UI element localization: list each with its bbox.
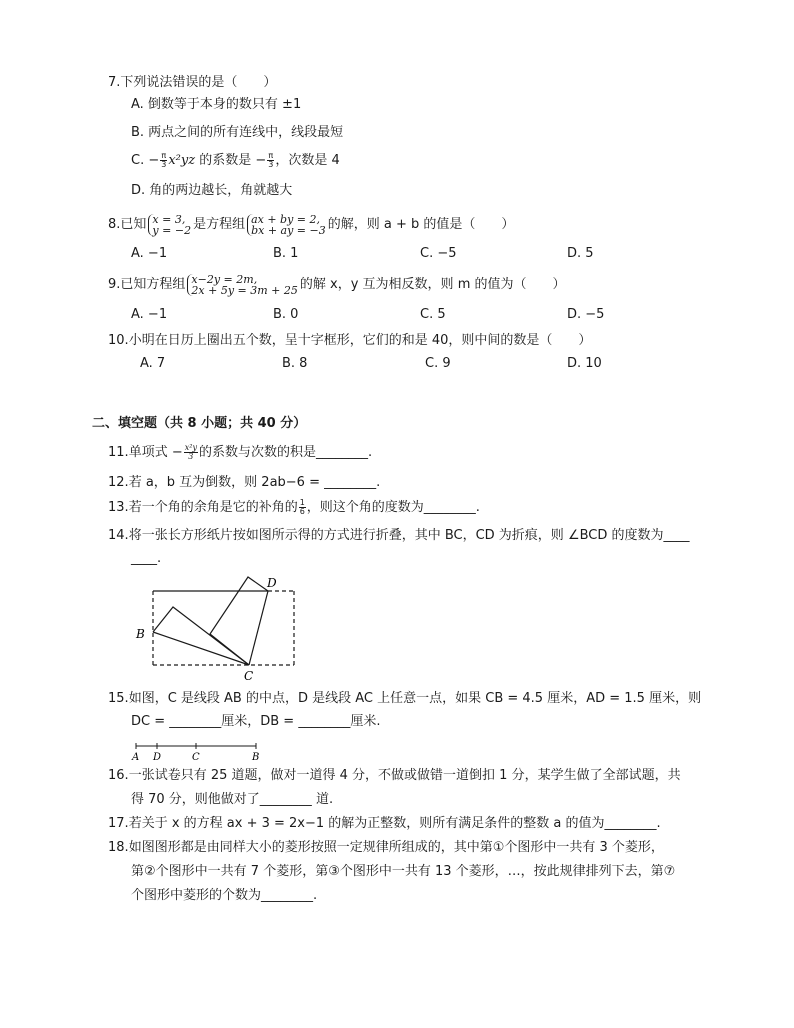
- q9-system-line-2: 2x + 5y = 3m + 25: [191, 283, 298, 297]
- q9-system-line-1: x−2y = 2m,: [191, 272, 258, 286]
- q12-number: 12.: [108, 475, 129, 490]
- q11-pre: 单项式 −: [128, 445, 183, 460]
- q10-stem: [108, 332, 591, 350]
- section-heading: 二、填空题（共 8 小题；共 40 分）: [92, 416, 307, 431]
- q18-line-1: [108, 839, 664, 857]
- q8-system-1-line-1: x = 3,: [152, 212, 186, 226]
- q12-text: 若 a，b 互为倒数，则 2ab−6 = ________.: [128, 475, 381, 490]
- q10-option-c: C. 9: [425, 356, 451, 371]
- q10-stem-text: 小明在日历上圈出五个数，呈十字框形，它们的和是 40，则中间的数是（ ）: [128, 333, 592, 348]
- q8-post: 的解，则 a + b 的值是（ ）: [327, 217, 515, 232]
- q13-number: 13.: [108, 500, 129, 515]
- q7-stem-text: 下列说法错误的是（ ）: [120, 75, 277, 90]
- fraction-numerator: π: [161, 151, 167, 160]
- q14-line-1: [108, 527, 690, 545]
- q10-option-d: D. 10: [567, 356, 602, 371]
- q10-number: 10.: [108, 333, 129, 348]
- q7-option-b: B. 两点之间的所有连线中，线段最短: [131, 125, 344, 140]
- q15-segment-figure: [130, 737, 270, 763]
- q15-text: 如图，C 是线段 AB 的中点，D 是线段 AC 上任意一点，如果 CB = 4.5 厘米，AD = 1.5 厘米，则: [128, 691, 702, 706]
- label-d: D: [267, 576, 277, 590]
- q7-c-fraction-2: [267, 152, 274, 169]
- q8-system-1-line-2: y = −2: [152, 223, 192, 237]
- q7-c-text: 的系数是 −: [195, 153, 267, 168]
- q8-system-2-line-2: bx + ay = −3: [251, 223, 326, 237]
- label-c: C: [244, 669, 254, 682]
- fraction-numerator: 1: [299, 498, 305, 507]
- fraction-denominator: 6: [299, 507, 305, 516]
- q16-line-2: 得 70 分，则他做对了________ 道.: [131, 792, 334, 807]
- q11-post: 的系数与次数的积是________.: [198, 445, 373, 460]
- q17-number: 17.: [108, 816, 129, 831]
- q16-number: 16.: [108, 768, 129, 783]
- label-b: B: [252, 752, 260, 763]
- crease-cd: [249, 591, 268, 665]
- q8-mid: 是方程组: [193, 217, 246, 232]
- q7-c-fraction: [160, 152, 167, 169]
- q13-stem: [108, 497, 480, 519]
- q9-system: [187, 274, 297, 296]
- q13-fraction: [299, 499, 306, 516]
- crease-bc: [153, 632, 249, 665]
- q17-text: 若关于 x 的方程 ax + 3 = 2x−1 的解为正整数，则所有满足条件的整数 a 的值为________.: [128, 816, 661, 831]
- q16-line-1: [108, 767, 681, 785]
- q7-option-a: A. 倒数等于本身的数只有 ±1: [131, 97, 302, 112]
- q15-line-2: DC = ________厘米，DB = ________厘米.: [131, 714, 381, 729]
- fraction-denominator: 3: [161, 160, 167, 169]
- q18-text: 如图图形都是由同样大小的菱形按照一定规律所组成的，其中第①个图形中一共有 3 个菱形，: [128, 840, 664, 855]
- fraction-denominator: 3: [268, 160, 274, 169]
- q9-stem: [108, 268, 566, 302]
- q14-line-2: ____.: [131, 551, 162, 566]
- q8-option-b: B. 1: [273, 246, 299, 261]
- label-a: A: [132, 752, 140, 763]
- q16-text: 一张试卷只有 25 道题，做对一道得 4 分，不做或做错一道倒扣 1 分，某学生做了全部试题，共: [128, 768, 681, 783]
- q9-pre: 已知方程组: [120, 277, 186, 292]
- q17-stem: [108, 815, 661, 833]
- q18-line-3: 个图形中菱形的个数为________.: [131, 888, 318, 903]
- q8-option-a: A. −1: [131, 246, 168, 261]
- q8-system-2: [247, 214, 326, 236]
- q10-option-b: B. 8: [282, 356, 308, 371]
- q7-stem: [108, 74, 276, 92]
- fraction-numerator: π: [268, 151, 274, 160]
- q11-stem: [108, 442, 372, 464]
- q9-option-a: A. −1: [131, 307, 168, 322]
- q8-system-1: [148, 214, 191, 236]
- fraction-numerator: x²y: [184, 443, 197, 452]
- q14-number: 14.: [108, 528, 129, 543]
- q15-number: 15.: [108, 691, 129, 706]
- q7-c-text-2: ，次数是 4: [275, 153, 340, 168]
- q18-number: 18.: [108, 840, 129, 855]
- q11-number: 11.: [108, 445, 129, 460]
- q8-stem: [108, 208, 514, 242]
- label-d: D: [153, 752, 162, 763]
- q7-c-prefix: C. −: [131, 153, 160, 168]
- q9-option-b: B. 0: [273, 307, 299, 322]
- q14-text: 将一张长方形纸片按如图所示得的方式进行折叠，其中 BC，CD 为折痕，则 ∠BCD 的度数为____: [128, 528, 690, 543]
- fraction-denominator: 3: [188, 452, 194, 461]
- q8-system-2-line-1: ax + by = 2,: [251, 212, 321, 226]
- q7-option-d: D. 角的两边越长，角就越大: [131, 183, 293, 198]
- q7-option-c: [131, 152, 340, 170]
- q15-line-1: [108, 690, 701, 708]
- q9-post: 的解 x，y 互为相反数，则 m 的值为（ ）: [299, 277, 566, 292]
- label-c: C: [192, 752, 200, 763]
- q8-option-c: C. −5: [420, 246, 457, 261]
- q7-number: 7.: [108, 75, 121, 90]
- q8-option-d: D. 5: [567, 246, 594, 261]
- label-b: B: [136, 627, 145, 641]
- q9-number: 9.: [108, 277, 121, 292]
- q9-option-d: D. −5: [567, 307, 605, 322]
- q13-pre: 若一个角的余角是它的补角的: [128, 500, 298, 515]
- right-folded-flap: [210, 577, 268, 665]
- left-folded-flap: [153, 607, 249, 665]
- q12-stem: [108, 474, 380, 492]
- q8-number: 8.: [108, 217, 121, 232]
- q8-pre: 已知: [120, 217, 147, 232]
- q14-fold-figure: [130, 572, 310, 682]
- q9-option-c: C. 5: [420, 307, 446, 322]
- q7-c-monomial: x²yz: [168, 153, 196, 168]
- q18-line-2: 第②个图形中一共有 7 个菱形，第③个图形中一共有 13 个菱形，…，按此规律排列下去，第⑦: [131, 864, 676, 879]
- q13-post: ，则这个角的度数为________.: [306, 500, 480, 515]
- q11-fraction: [184, 444, 198, 461]
- q10-option-a: A. 7: [140, 356, 166, 371]
